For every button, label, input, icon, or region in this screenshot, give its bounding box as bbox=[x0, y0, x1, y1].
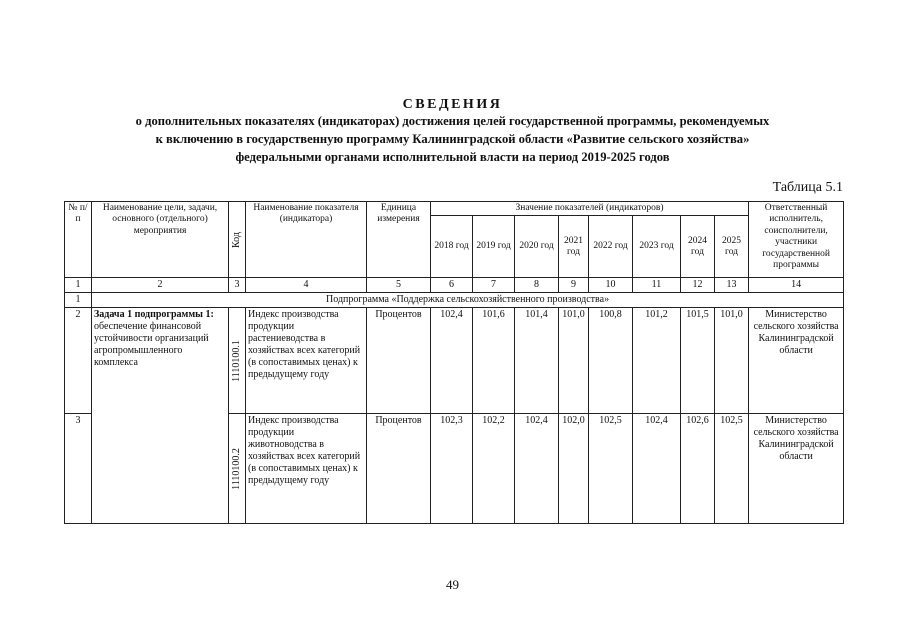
header-year-2021: 2021 год bbox=[559, 216, 589, 278]
header-year-2020: 2020 год bbox=[515, 216, 559, 278]
row-unit: Процентов bbox=[367, 308, 431, 414]
task-title: Задача 1 подпрограммы 1: bbox=[94, 309, 214, 321]
row-value-2019: 101,6 bbox=[473, 308, 515, 414]
row-value-2018: 102,4 bbox=[431, 308, 473, 414]
col-number: 9 bbox=[559, 278, 589, 293]
col-number: 6 bbox=[431, 278, 473, 293]
row-executor: Министерство сельского хозяйства Калининградской области bbox=[749, 414, 844, 524]
row-value-2019: 102,2 bbox=[473, 414, 515, 524]
row-indicator: Индекс производства продукции животноводства в хозяйствах всех категорий (в сопоставимых ценах) к предыдущему году bbox=[246, 414, 367, 524]
row-value-2025: 102,5 bbox=[715, 414, 749, 524]
table-label: Таблица 5.1 bbox=[772, 180, 843, 195]
task-text: обеспечение финансовой устойчивости организаций агропромышленного комплекса bbox=[94, 321, 209, 369]
header-year-2018: 2018 год bbox=[431, 216, 473, 278]
header-executor: Ответственный исполнитель, соисполнители, участники государственной программы bbox=[749, 202, 844, 278]
col-number: 14 bbox=[749, 278, 844, 293]
header-indicator: Наименование показателя (индикатора) bbox=[246, 202, 367, 278]
row-num: 2 bbox=[65, 308, 92, 414]
header-num: № п/п bbox=[65, 202, 92, 278]
row-value-2022: 102,5 bbox=[589, 414, 633, 524]
row-code-cell bbox=[229, 308, 246, 414]
header-year-2019: 2019 год bbox=[473, 216, 515, 278]
header-year-2022: 2022 год bbox=[589, 216, 633, 278]
col-number: 4 bbox=[246, 278, 367, 293]
row-code: 1110100.1 bbox=[231, 340, 242, 382]
row-value-2022: 100,8 bbox=[589, 308, 633, 414]
col-number: 10 bbox=[589, 278, 633, 293]
row-code-cell bbox=[229, 414, 246, 524]
subprogram-row bbox=[65, 293, 844, 308]
col-number: 3 bbox=[229, 278, 246, 293]
col-number: 5 bbox=[367, 278, 431, 293]
row-executor: Министерство сельского хозяйства Калининградской области bbox=[749, 308, 844, 414]
header-row-1 bbox=[65, 202, 844, 216]
subprogram-num: 1 bbox=[65, 293, 92, 308]
column-numbers-row bbox=[65, 278, 844, 293]
document-subtitle-line-1: о дополнительных показателях (индикаторах) достижения целей государственной программы, рекомендуемых bbox=[135, 114, 770, 128]
header-code-text: Код bbox=[231, 231, 242, 248]
document-subtitle-line-3: федеральными органами исполнительной власти на период 2019-2025 годов bbox=[235, 150, 670, 164]
row-value-2024: 101,5 bbox=[681, 308, 715, 414]
indicators-table bbox=[64, 201, 844, 524]
row-value-2021: 102,0 bbox=[559, 414, 589, 524]
col-number: 13 bbox=[715, 278, 749, 293]
header-year-2024: 2024 год bbox=[681, 216, 715, 278]
row-num: 3 bbox=[65, 414, 92, 524]
row-value-2018: 102,3 bbox=[431, 414, 473, 524]
col-number: 8 bbox=[515, 278, 559, 293]
subprogram-title: Подпрограмма «Поддержка сельскохозяйственного производства» bbox=[92, 293, 844, 308]
row-unit: Процентов bbox=[367, 414, 431, 524]
document-subtitle-line-2: к включению в государственную программу Калининградской области «Развитие сельского хозяйства» bbox=[155, 132, 750, 146]
table-row bbox=[65, 308, 844, 414]
row-value-2025: 101,0 bbox=[715, 308, 749, 414]
row-indicator: Индекс производства продукции растениеводства в хозяйствах всех категорий (в сопоставимых ценах) к предыдущему году bbox=[246, 308, 367, 414]
header-year-2025: 2025 год bbox=[715, 216, 749, 278]
col-number: 11 bbox=[633, 278, 681, 293]
row-value-2024: 102,6 bbox=[681, 414, 715, 524]
row-code: 1110100.2 bbox=[231, 448, 242, 490]
header-code bbox=[229, 202, 246, 278]
row-value-2020: 102,4 bbox=[515, 414, 559, 524]
header-year-2023: 2023 год bbox=[633, 216, 681, 278]
row-value-2020: 101,4 bbox=[515, 308, 559, 414]
row-value-2023: 101,2 bbox=[633, 308, 681, 414]
col-number: 1 bbox=[65, 278, 92, 293]
header-unit: Единица измерения bbox=[367, 202, 431, 278]
header-values: Значение показателей (индикаторов) bbox=[431, 202, 749, 216]
row-value-2021: 101,0 bbox=[559, 308, 589, 414]
col-number: 7 bbox=[473, 278, 515, 293]
col-number: 12 bbox=[681, 278, 715, 293]
task-description bbox=[92, 308, 229, 524]
page-number: 49 bbox=[446, 577, 459, 592]
col-number: 2 bbox=[92, 278, 229, 293]
header-goal: Наименование цели, задачи, основного (отдельного) мероприятия bbox=[92, 202, 229, 278]
document-title: СВЕДЕНИЯ bbox=[402, 97, 503, 112]
row-value-2023: 102,4 bbox=[633, 414, 681, 524]
